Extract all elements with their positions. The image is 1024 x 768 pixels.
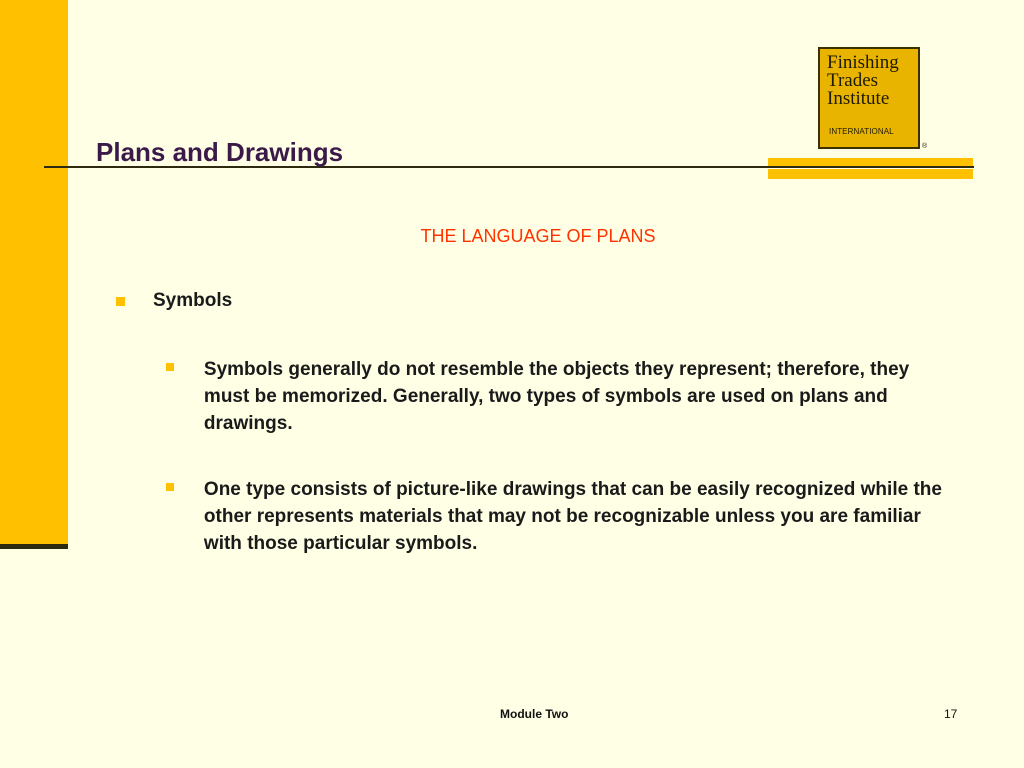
bullet-level2-text: One type consists of picture-like drawings that can be easily recognized while the other represents materials that may not be recognizable unless you are familiar with those particular symbols. (203, 479, 942, 554)
logo-text-line-3: Institute (827, 88, 890, 109)
slide-title: Plans and Drawings (96, 137, 344, 167)
bullet-level2-item (166, 476, 956, 557)
bullet-level2-item (166, 356, 956, 437)
bullet-level1-item (116, 290, 232, 312)
slide-subtitle: THE LANGUAGE OF PLANS (420, 226, 656, 246)
bullet-level2-text: Symbols generally do not resemble the objects they represent; therefore, they must be memorized. Generally, two types of symbols are used on plans and drawings. (203, 359, 910, 434)
square-bullet-icon (166, 363, 174, 371)
footer-page-number: 17 (944, 707, 958, 721)
decorative-bar-top (768, 158, 973, 166)
registered-mark: ® (922, 143, 928, 150)
decorative-bar-bottom (768, 169, 973, 179)
logo-text-line-1: Finishing (827, 52, 899, 73)
square-bullet-icon (166, 483, 174, 491)
left-accent-bar-base (0, 544, 68, 549)
left-accent-bar (0, 0, 68, 544)
footer-module-label: Module Two (500, 707, 569, 721)
logo-text-line-2: Trades (827, 70, 879, 91)
bullet-level1-text: Symbols (153, 290, 233, 311)
finishing-trades-institute-logo (818, 47, 920, 149)
logo-text-international: INTERNATIONAL (829, 127, 894, 136)
square-bullet-icon (116, 297, 125, 306)
